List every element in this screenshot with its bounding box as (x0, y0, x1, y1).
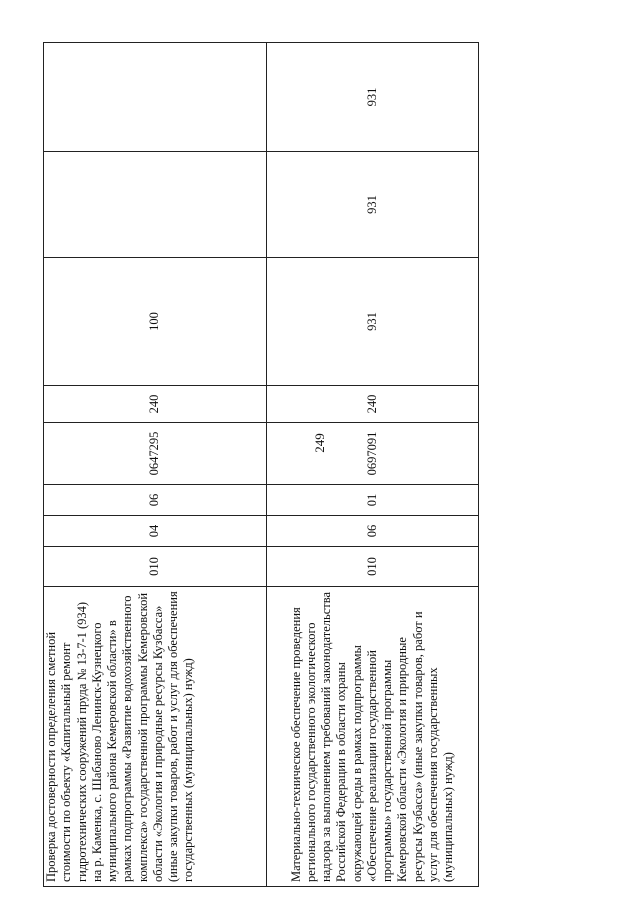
section-code: 06 (267, 516, 479, 547)
amount-year-1: 100 (44, 258, 267, 386)
amount-year-2 (44, 152, 267, 258)
table-row (267, 43, 479, 887)
ministry-code: 010 (44, 547, 267, 587)
table-row (44, 43, 267, 887)
amount-year-2: 931 (267, 152, 479, 258)
row-description: Материально-техническое обеспечение проведения регионального государственного экологического надзора за выполнением требований законодательства Российской Федерации в области охраны окружающей среды в рамках подпрограммы «Обеспечение реализации государственной программы» государственной программы Кемеровской области «Экология и природные ресурсы Кузбасса» (иные закупки товаров, работ и услуг для обеспечения государственных (муниципальных) нужд) (267, 587, 479, 887)
ministry-code: 010 (267, 547, 479, 587)
table-wrapper (43, 43, 478, 887)
amount-year-1: 931 (267, 258, 479, 386)
target-article-code: 0697091 (267, 423, 479, 485)
subsection-code: 06 (44, 485, 267, 516)
amount-year-3 (44, 43, 267, 152)
amount-year-3: 931 (267, 43, 479, 152)
expense-type-code: 240 (267, 386, 479, 423)
target-article-code: 0647295 (44, 423, 267, 485)
rotated-table-area (43, 43, 478, 887)
budget-table (43, 42, 479, 887)
subsection-code: 01 (267, 485, 479, 516)
expense-type-code: 240 (44, 386, 267, 423)
page-number: 249 (312, 433, 327, 453)
section-code: 04 (44, 516, 267, 547)
row-description: Проверка достоверности определения сметной стоимости по объекту «Капитальный ремонт гидротехнических сооружений пруда № 13-7-1 (934) на р. Каменка, с. Шабаново Ленинск-Кузнецкого муниципального района Кемеровской области» в рамках подпрограммы «Развитие водохозяйственного комплекса» государственной программы Кемеровской области «Экология и природные ресурсы Кузбасса» (иные закупки товаров, работ и услуг для обеспечения государственных (муниципальных) нужд) (44, 587, 267, 887)
